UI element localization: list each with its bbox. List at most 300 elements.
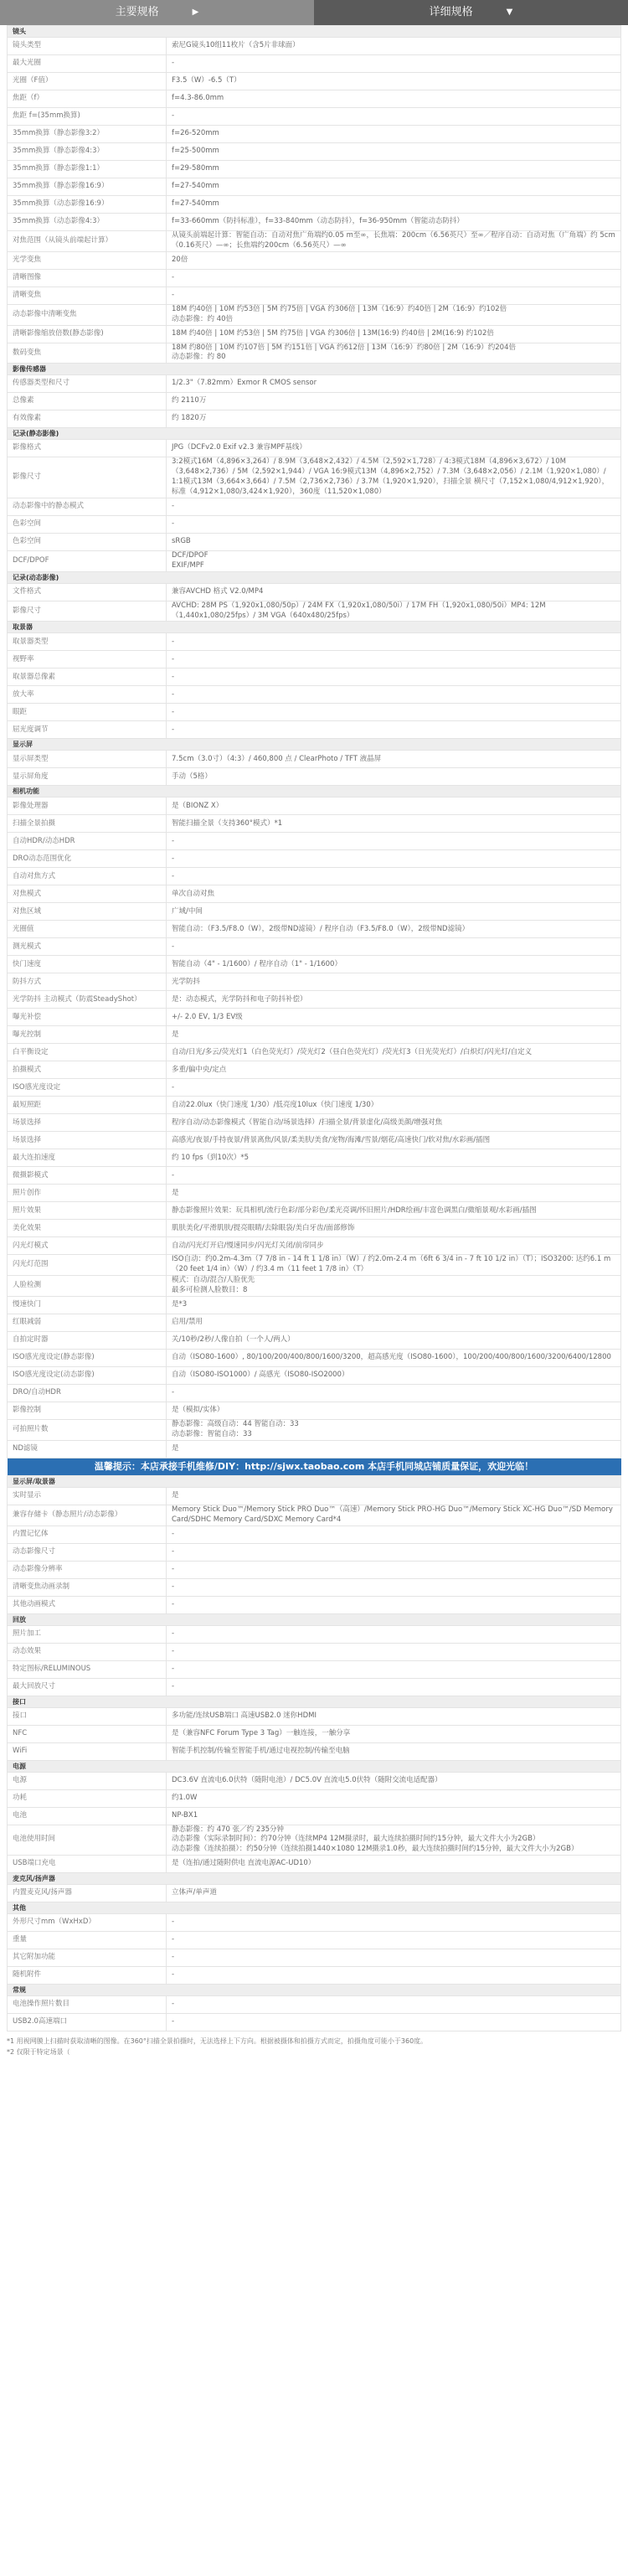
section-header [8, 622, 621, 633]
spec-row [8, 1932, 621, 1949]
spec-row [8, 1543, 621, 1561]
spec-row [8, 108, 621, 126]
spec-row [8, 921, 621, 938]
section-header [8, 739, 621, 751]
tab-bar [0, 0, 628, 25]
spec-key: USB端口充电 [8, 1856, 167, 1873]
spec-key: ISO感光度设定 [8, 1079, 167, 1097]
spec-row [8, 1949, 621, 1967]
spec-key: 防抖方式 [8, 973, 167, 991]
spec-key: WiFi [8, 1742, 167, 1760]
spec-row [8, 798, 621, 815]
spec-value: - [167, 1949, 621, 1967]
spec-value: - [167, 1967, 621, 1985]
spec-key: 光学变焦 [8, 251, 167, 269]
spec-value: - [167, 498, 621, 515]
spec-key: 电源 [8, 1772, 167, 1789]
section-title: 影像传感器 [8, 364, 621, 375]
spec-key: USB2.0高速端口 [8, 2014, 167, 2031]
spec-key: 显示屏类型 [8, 751, 167, 768]
spec-row [8, 515, 621, 533]
spec-row [8, 1807, 621, 1825]
spec-row [8, 287, 621, 304]
spec-key: 实时显示 [8, 1487, 167, 1505]
section-title: 相机功能 [8, 786, 621, 798]
spec-value: sRGB [167, 533, 621, 550]
spec-row [8, 601, 621, 622]
spec-value: 程序自动/动态影像模式（智能自动/场景选择）/扫描全景/背景虚化/高级美颜/增强对焦 [167, 1114, 621, 1132]
spec-row [8, 550, 621, 571]
spec-row [8, 1825, 621, 1856]
spec-value: - [167, 686, 621, 704]
spec-row [8, 704, 621, 721]
spec-value: - [167, 269, 621, 287]
spec-key: 随机附件 [8, 1967, 167, 1985]
spec-row [8, 686, 621, 704]
spec-key: 35mm换算（动态影像16:9） [8, 196, 167, 214]
spec-key: 焦距 f=(35mm换算) [8, 108, 167, 126]
spec-key: DRO/自动HDR [8, 1385, 167, 1402]
spec-key: 白平衡设定 [8, 1044, 167, 1061]
section-header [8, 1613, 621, 1625]
spec-row [8, 73, 621, 90]
spec-value: 是（连拍/通过随附供电 直流电源AC-UD10） [167, 1856, 621, 1873]
spec-value: 智能自动（4" - 1/1600）/ 程序自动（1" - 1/1600） [167, 956, 621, 973]
footnotes [7, 2037, 621, 2057]
section-title: 电源 [8, 1760, 621, 1772]
spec-key: 动态影像尺寸 [8, 1543, 167, 1561]
spec-row [8, 1185, 621, 1202]
spec-value: f=33-660mm（防抖标准），f=33-840mm（动态防抖），f=36-950mm（智能动态防抖） [167, 214, 621, 231]
spec-key: 照片加工 [8, 1625, 167, 1643]
spec-row [8, 1026, 621, 1044]
spec-value: - [167, 1596, 621, 1613]
spec-value: 多重/偏中央/定点 [167, 1061, 621, 1079]
spec-key: 动态影像中的静态模式 [8, 498, 167, 515]
spec-key: 光圈值 [8, 921, 167, 938]
spec-row [8, 885, 621, 903]
spec-row [8, 1885, 621, 1902]
spec-value: f=27-540mm [167, 178, 621, 196]
spec-value: 启用/禁用 [167, 1314, 621, 1332]
spec-key: 重量 [8, 1932, 167, 1949]
spec-key: 拍摄模式 [8, 1061, 167, 1079]
spec-value: - [167, 633, 621, 651]
spec-key: 电池操作照片数目 [8, 1996, 167, 2014]
spec-key: 扫描全景拍摄 [8, 815, 167, 833]
spec-key: 35mm换算（静态影像1:1） [8, 161, 167, 178]
spec-key: 35mm换算（静态影像4:3） [8, 143, 167, 161]
spec-row [8, 1202, 621, 1220]
spec-value: 约1.0W [167, 1789, 621, 1807]
spec-value: - [167, 1167, 621, 1185]
spec-value: - [167, 108, 621, 126]
spec-row [8, 457, 621, 498]
spec-value: - [167, 287, 621, 304]
spec-row [8, 868, 621, 885]
spec-value: 3:2模式16M（4,896×3,264）/ 8.9M（3,648×2,432）/ 4.5M（2,592×1,728）/ 4:3模式18M（4,896×3,672）/ 10M（3,648×2,736）/ 5M（2,592×1,944）/ VGA 16:9模式13M（4,896×2,752）/ 7.3M（3,648×2,056）/ 2.1M（1,920×1,080）/ 1:1模式13M（3,664×3,664）/ 7.5M（2,736×2,736）/ 3.7M（1,920×1,920），扫描全景 横尺寸（7,152×1,080/4,912×1,920），标准（4,912×1,080/3,424×1,920），360度（11,520×1,080） [167, 457, 621, 498]
spec-value: 自动22.0lux（快门速度 1/30）/低亮度10lux（快门速度 1/30） [167, 1097, 621, 1114]
spec-value: 是*3 [167, 1297, 621, 1314]
spec-row [8, 1914, 621, 1932]
spec-key: 对焦区域 [8, 903, 167, 921]
spec-row [8, 991, 621, 1009]
spec-value: 自动/闪光灯开启/慢速同步/闪光灯关闭/前帘同步 [167, 1237, 621, 1255]
spec-value: 肌肤美化/平滑肌肤/提亮眼睛/去除眼袋/美白牙齿/面部修饰 [167, 1220, 621, 1237]
spec-row [8, 1114, 621, 1132]
spec-row [8, 269, 621, 287]
spec-value: - [167, 1578, 621, 1596]
spec-row [8, 251, 621, 269]
spec-row [8, 633, 621, 651]
spec-value: - [167, 1678, 621, 1696]
spec-value: f=27-540mm [167, 196, 621, 214]
spec-key: 影像处理器 [8, 798, 167, 815]
section-title: 接口 [8, 1696, 621, 1707]
spec-row [8, 1220, 621, 1237]
spec-value: Memory Stick Duo™/Memory Stick PRO Duo™（高速）/Memory Stick PRO-HG Duo™/Memory Stick XC-HG Duo™/SD Memory Card/SDHC Memory Card/SDXC Memory Card*4 [167, 1505, 621, 1525]
spec-row [8, 1350, 621, 1367]
spec-value: - [167, 515, 621, 533]
section-header [8, 1475, 621, 1487]
section-header [8, 1902, 621, 1914]
spec-value: 兼容AVCHD 格式 V2.0/MP4 [167, 583, 621, 601]
spec-row [8, 1742, 621, 1760]
spec-key: 曝光补偿 [8, 1009, 167, 1026]
spec-value: ISO自动：约0.2m-4.3m（7 7/8 in - 14 ft 1 1/8 in）（W）/ 约2.0m-2.4 m（6ft 6 3/4 in - 7 ft 10 1/2 in）（T）；ISO3200: 达约6.1 m（20 feet 1/4 in）（W）/ 约3.4 m（11 feet 1 7/8 in）（T） [167, 1255, 621, 1276]
spec-value: 是 [167, 1440, 621, 1458]
spec-key: 显示屏角度 [8, 768, 167, 786]
spec-key: 数码变焦 [8, 343, 167, 364]
spec-key: 焦距（f） [8, 90, 167, 108]
spec-key: 照片效果 [8, 1202, 167, 1220]
section-header [8, 1760, 621, 1772]
spec-value: f=25-500mm [167, 143, 621, 161]
spec-row [8, 1625, 621, 1643]
section-header [8, 428, 621, 440]
spec-key: 35mm换算（动态影像4:3） [8, 214, 167, 231]
spec-table [7, 25, 621, 2031]
spec-row [8, 1097, 621, 1114]
spec-value: 从镜头前端起计算：智能自动：自动对焦广角端约0.05 m至∞，长焦端：200cm（6.56英尺）至∞／程序自动：自动对焦（广角端）约 5cm（0.16英尺）—∞；长焦端约200cm（6.56英尺）—∞ [167, 231, 621, 252]
spec-row [8, 143, 621, 161]
spec-key: 屈光度调节 [8, 721, 167, 739]
spec-value: - [167, 938, 621, 956]
spec-value: 18M 约40倍 | 10M 约53倍 | 5M 约75倍 | VGA 约306倍 | 13M(16:9) 约40倍 | 2M(16:9) 约102倍 [167, 325, 621, 343]
spec-value: 是：动态模式，光学防抖和电子防抖补偿） [167, 991, 621, 1009]
spec-key: 影像尺寸 [8, 457, 167, 498]
section-title: 镜头 [8, 26, 621, 38]
spec-key: 外形尺寸mm（WxHxD） [8, 1914, 167, 1932]
spec-row [8, 1525, 621, 1543]
section-header [8, 1985, 621, 1996]
spec-key: 曝光控制 [8, 1026, 167, 1044]
spec-key: 内置记忆体 [8, 1525, 167, 1543]
spec-key: 微摄影模式 [8, 1167, 167, 1185]
spec-value: 1/2.3"（7.82mm）Exmor R CMOS sensor [167, 375, 621, 393]
spec-row [8, 1167, 621, 1185]
spec-row [8, 440, 621, 457]
spec-row [8, 1725, 621, 1742]
spec-key: 最短照距 [8, 1097, 167, 1114]
spec-row [8, 1061, 621, 1079]
spec-row [8, 1856, 621, 1873]
section-header [8, 1873, 621, 1885]
section-title: 记录(动态影像) [8, 571, 621, 583]
spec-row [8, 1420, 621, 1441]
spec-value: +/- 2.0 EV, 1/3 EV级 [167, 1009, 621, 1026]
spec-row [8, 1297, 621, 1314]
section-title: 显示屏/取景器 [8, 1475, 621, 1487]
spec-value: 广域/中间 [167, 903, 621, 921]
tab-detail-specs[interactable] [314, 0, 628, 25]
spec-key: 色彩空间 [8, 533, 167, 550]
spec-value: 20倍 [167, 251, 621, 269]
spec-key: DRO动态范围优化 [8, 850, 167, 868]
spec-key: 清晰图像 [8, 269, 167, 287]
spec-value: 18M 约80倍 | 10M 约107倍 | 5M 约151倍 | VGA 约612倍 | 13M（16:9）约80倍 | 2M（16:9）约204倍 动态影像：约 80 [167, 343, 621, 364]
spec-value: NP-BX1 [167, 1807, 621, 1825]
spec-row [8, 1505, 621, 1525]
spec-row [8, 1237, 621, 1255]
spec-key: 闪光灯模式 [8, 1237, 167, 1255]
spec-value: 7.5cm（3.0寸）（4:3）/ 460,800 点 / ClearPhoto / TFT 液晶屏 [167, 751, 621, 768]
spec-row [8, 196, 621, 214]
spec-value: - [167, 704, 621, 721]
tab-detail-label: 详细规格 [429, 5, 473, 18]
spec-key: 功耗 [8, 1789, 167, 1807]
spec-key: 35mm换算（静态影像3:2） [8, 126, 167, 143]
spec-key: 最大回放尺寸 [8, 1678, 167, 1696]
spec-key: ISO感光度设定(动态影像) [8, 1367, 167, 1385]
footnote: *2 仅限于特定场景（ [7, 2048, 70, 2057]
spec-row [8, 393, 621, 410]
spec-key: 影像尺寸 [8, 601, 167, 622]
spec-key: 接口 [8, 1707, 167, 1725]
spec-value: 静态影像：约 470 张／约 235分钟 动态影像（实际录制时间）：约70分钟（连续MP4 12M摄录时，最大连续拍摄时间约15分钟，最大文件大小为2GB） 动态影像（连续拍摄）：约50分钟（连续拍摄1440×1080 12M摄录1.0秒，最大连续拍摄时间约15分钟，最大文件大小为2GB） [167, 1825, 621, 1856]
spec-value: 智能扫描全景（支持360°模式）*1 [167, 815, 621, 833]
spec-row [8, 375, 621, 393]
spec-key: 照片创作 [8, 1185, 167, 1202]
spec-row [8, 1440, 621, 1458]
spec-key: 美化效果 [8, 1220, 167, 1237]
section-header [8, 1696, 621, 1707]
spec-value: AVCHD: 28M PS（1,920x1,080/50p）/ 24M FX（1,920x1,080/50i）/ 17M FH（1,920x1,080/50i）MP4: 12M（1,440x1,080/25fps）/ 3M VGA（640x480/25fps） [167, 601, 621, 622]
spec-key: 最大连拍速度 [8, 1149, 167, 1167]
spec-value: 是 [167, 1185, 621, 1202]
spec-key: 人脸检测 [8, 1276, 167, 1297]
spec-row [8, 55, 621, 73]
spec-value: 18M 约40倍 | 10M 约53倍 | 5M 约75倍 | VGA 约306倍 | 13M（16:9）约40倍 | 2M（16:9）约102倍 动态影像：约 40倍 [167, 304, 621, 325]
spec-row [8, 903, 621, 921]
spec-row [8, 669, 621, 686]
spec-value: 静态影像：高级自动：44 智能自动：33 动态影像：智能自动：33 [167, 1420, 621, 1441]
footnote: *1 用视网膜上扫描时获取清晰的图像。在360°扫描全景拍摄时，无法选择上下方向。根据被摄体和拍摄方式而定，拍摄角度可能小于360度。 [7, 2037, 428, 2046]
spec-value: 关/10秒/2秒/人像自拍（一个人/两人） [167, 1332, 621, 1350]
spec-value: DC3.6V 直流电6.0伏特（随附电池）/ DC5.0V 直流电5.0伏特（随附交流电适配器） [167, 1772, 621, 1789]
spec-key: 场景选择 [8, 1114, 167, 1132]
spec-value: - [167, 1625, 621, 1643]
spec-key: 慢速快门 [8, 1297, 167, 1314]
spec-key: 红眼减弱 [8, 1314, 167, 1332]
spec-value: 是（模拟/实体） [167, 1402, 621, 1420]
spec-key: ND滤镜 [8, 1440, 167, 1458]
spec-row [8, 1643, 621, 1660]
spec-value: 单次自动对焦 [167, 885, 621, 903]
spec-value: 静态影像照片效果：玩具相机/流行色彩/部分彩色/柔光亮调/怀旧照片/HDR绘画/丰富色调黑白/微缩景观/水彩画/插图 [167, 1202, 621, 1220]
spec-value: DCF/DPOF EXIF/MPF [167, 550, 621, 571]
spec-row [8, 1132, 621, 1149]
spec-key: 对焦范围（从镜头前端起计算） [8, 231, 167, 252]
section-header [8, 364, 621, 375]
spec-key: 对焦模式 [8, 885, 167, 903]
spec-value: - [167, 833, 621, 850]
spec-row [8, 343, 621, 364]
section-title: 取景器 [8, 622, 621, 633]
spec-row [8, 1079, 621, 1097]
tab-main-specs[interactable] [0, 0, 314, 25]
spec-key: 场景选择 [8, 1132, 167, 1149]
spec-key: 色彩空间 [8, 515, 167, 533]
caret-down-icon: ▼ [506, 8, 513, 17]
spec-row [8, 1772, 621, 1789]
spec-row [8, 956, 621, 973]
spec-key: 快门速度 [8, 956, 167, 973]
spec-key: 眼距 [8, 704, 167, 721]
spec-value: - [167, 2014, 621, 2031]
spec-row [8, 583, 621, 601]
spec-row [8, 533, 621, 550]
spec-row [8, 325, 621, 343]
spec-row [8, 2014, 621, 2031]
spec-key: 清晰变焦动画录制 [8, 1578, 167, 1596]
caret-right-icon: ▶ [192, 8, 199, 17]
spec-key: 兼容存储卡（静态照片/动态影像） [8, 1505, 167, 1525]
spec-key: 自动HDR/动态HDR [8, 833, 167, 850]
spec-row [8, 973, 621, 991]
spec-value: 约 2110万 [167, 393, 621, 410]
spec-value: - [167, 850, 621, 868]
spec-row [8, 651, 621, 669]
spec-value: 立体声/单声道 [167, 1885, 621, 1902]
spec-key: 视野率 [8, 651, 167, 669]
section-title: 常规 [8, 1985, 621, 1996]
spec-row [8, 1314, 621, 1332]
spec-row [8, 90, 621, 108]
spec-row [8, 1996, 621, 2014]
spec-key: 清晰影像缩放倍数(静态影像) [8, 325, 167, 343]
spec-key: 取景器总像素 [8, 669, 167, 686]
spec-key: 动态效果 [8, 1643, 167, 1660]
spec-value: 光学防抖 [167, 973, 621, 991]
spec-row [8, 231, 621, 252]
spec-key: 可拍照片数 [8, 1420, 167, 1441]
spec-key: 取景器类型 [8, 633, 167, 651]
spec-row [8, 721, 621, 739]
spec-value: 模式：自动/混合/人脸优先 最多可检测人脸数目：8 [167, 1276, 621, 1297]
spec-value: - [167, 1914, 621, 1932]
spec-row [8, 304, 621, 325]
spec-row [8, 1561, 621, 1578]
spec-value: f=29-580mm [167, 161, 621, 178]
spec-value: 是 [167, 1026, 621, 1044]
spec-value: 约 10 fps（到10次）*5 [167, 1149, 621, 1167]
section-header [8, 786, 621, 798]
spec-row [8, 1487, 621, 1505]
spec-value: - [167, 1643, 621, 1660]
spec-value: - [167, 1385, 621, 1402]
spec-key: 清晰变焦 [8, 287, 167, 304]
spec-value: - [167, 651, 621, 669]
spec-key: 35mm换算（静态影像16:9） [8, 178, 167, 196]
section-title: 回放 [8, 1613, 621, 1625]
spec-value: 索尼G镜头10组11枚片（含5片非球面） [167, 38, 621, 55]
spec-key: 电池 [8, 1807, 167, 1825]
spec-key: 闪光灯范围 [8, 1255, 167, 1276]
spec-row [8, 178, 621, 196]
spec-value: 高感光/夜景/手持夜景/背景离焦/风景/柔美肤/美食/宠物/海滩/雪景/烟花/高速快门/软对焦/水彩画/插图 [167, 1132, 621, 1149]
spec-key: 传感器类型和尺寸 [8, 375, 167, 393]
spec-row [8, 751, 621, 768]
spec-row [8, 1044, 621, 1061]
spec-row [8, 850, 621, 868]
spec-value: 自动（ISO80-ISO1000）/ 高感光（ISO80-ISO2000） [167, 1367, 621, 1385]
spec-value: - [167, 1543, 621, 1561]
section-header [8, 571, 621, 583]
spec-key: NFC [8, 1725, 167, 1742]
spec-value: - [167, 1525, 621, 1543]
spec-key: 文件格式 [8, 583, 167, 601]
spec-key: 放大率 [8, 686, 167, 704]
spec-value: 多功能/连续USB端口 高速USB2.0 迷你HDMI [167, 1707, 621, 1725]
spec-row [8, 1276, 621, 1297]
spec-row [8, 768, 621, 786]
spec-key: 光圈（F值） [8, 73, 167, 90]
spec-value: - [167, 669, 621, 686]
spec-key: 镜头类型 [8, 38, 167, 55]
spec-row [8, 1678, 621, 1696]
spec-row [8, 498, 621, 515]
spec-value: - [167, 1561, 621, 1578]
spec-key: 电池使用时间 [8, 1825, 167, 1856]
spec-row [8, 938, 621, 956]
spec-row [8, 410, 621, 428]
spec-key: 动态影像分辨率 [8, 1561, 167, 1578]
section-title: 显示屏 [8, 739, 621, 751]
spec-key: 自动对焦方式 [8, 868, 167, 885]
spec-value: 是 [167, 1487, 621, 1505]
spec-row [8, 38, 621, 55]
spec-row [8, 1596, 621, 1613]
spec-row [8, 1385, 621, 1402]
spec-value: - [167, 1660, 621, 1678]
tab-main-label: 主要规格 [115, 5, 159, 18]
spec-key: 其他动画模式 [8, 1596, 167, 1613]
spec-key: ISO感光度设定(静态影像) [8, 1350, 167, 1367]
spec-row [8, 1367, 621, 1385]
spec-row [8, 214, 621, 231]
spec-key: 影像控制 [8, 1402, 167, 1420]
spec-row [8, 1789, 621, 1807]
spec-value: 自动（ISO80-1600）, 80/100/200/400/800/1600/3200，超高感光度（ISO80-1600），100/200/400/800/1600/3200/6400/12800 [167, 1350, 621, 1367]
spec-value: JPG（DCFv2.0 Exif v2.3 兼容MPF基线） [167, 440, 621, 457]
spec-value: 约 1820万 [167, 410, 621, 428]
spec-value: - [167, 868, 621, 885]
spec-value: 是（兼容NFC Forum Type 3 Tag）一触连接，一触分享 [167, 1725, 621, 1742]
spec-row [8, 161, 621, 178]
spec-key: 自拍定时器 [8, 1332, 167, 1350]
spec-row [8, 1332, 621, 1350]
